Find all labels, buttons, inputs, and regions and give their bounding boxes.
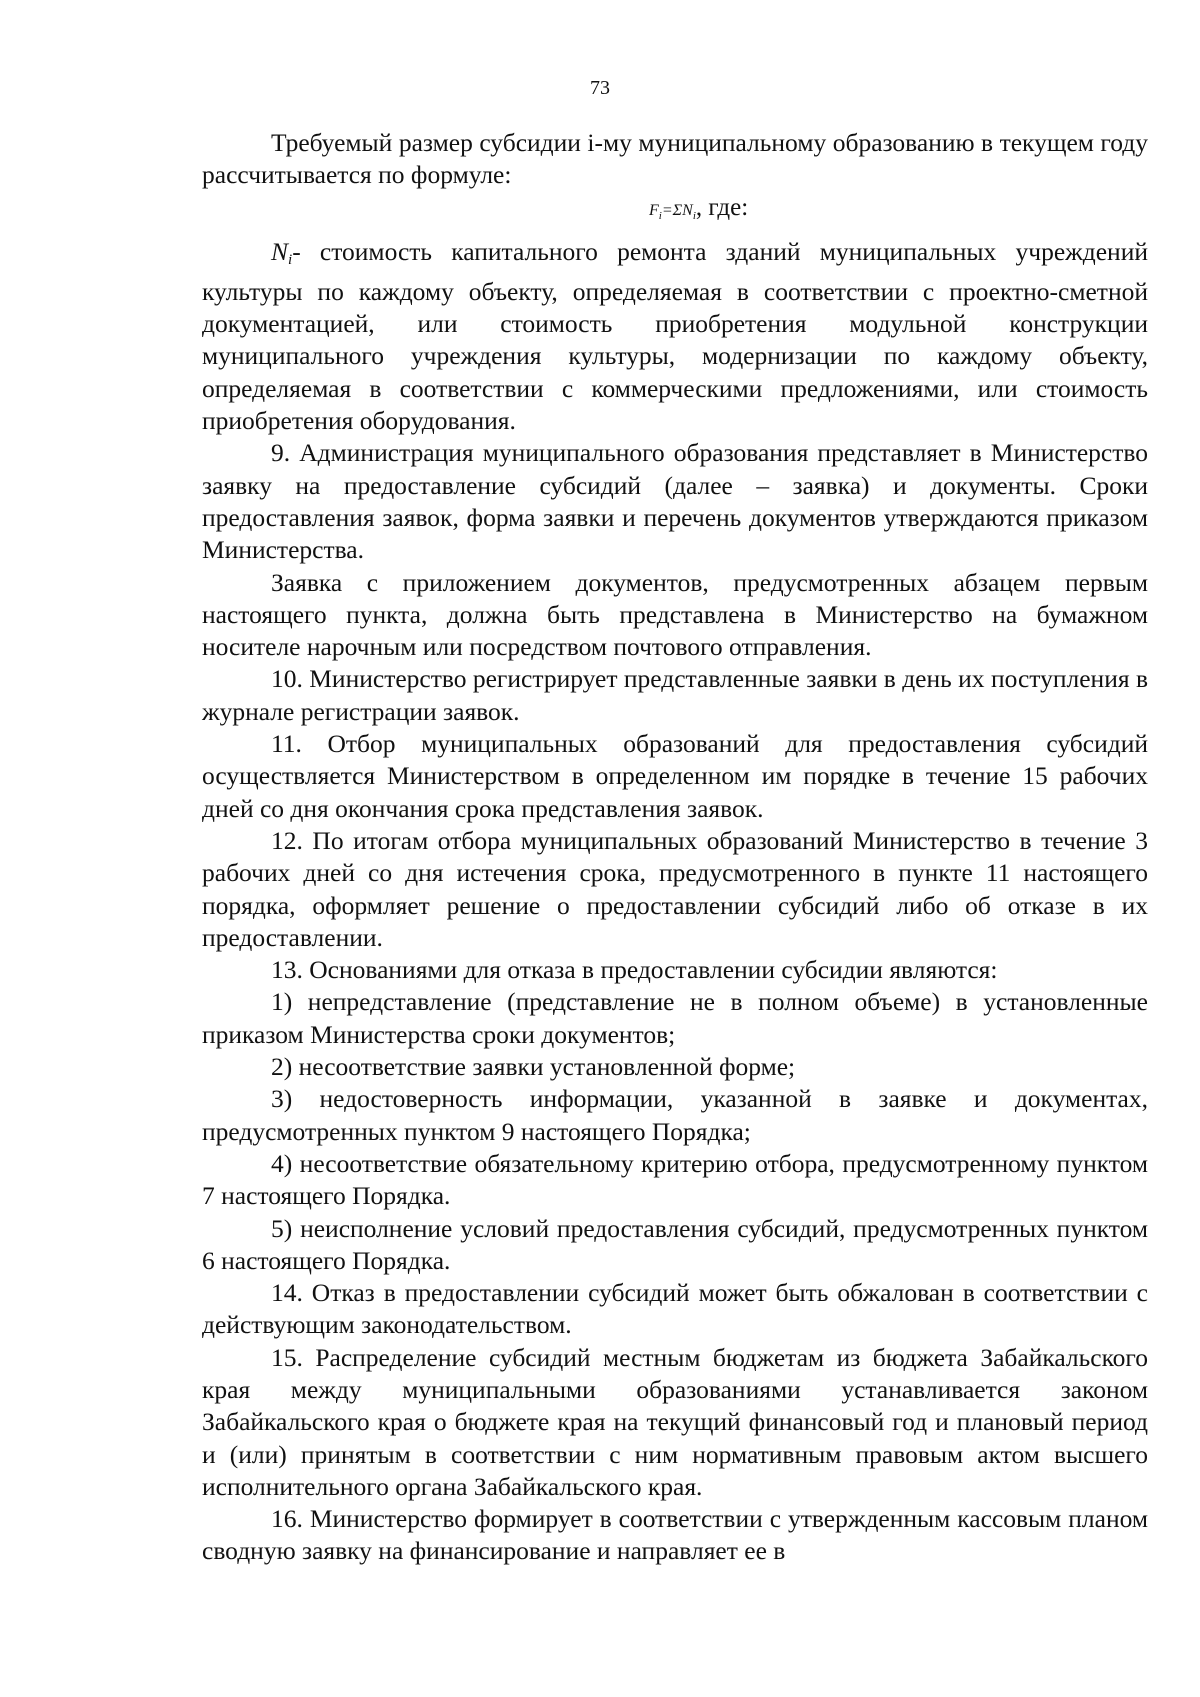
formula-sum: =ΣN: [661, 201, 693, 219]
page-number: 73: [590, 77, 610, 99]
list-item-13-1: 1) непредставление (представление не в полном объеме) в установленные приказом Министерства сроки документов;: [202, 987, 1148, 1049]
ni-symbol: $N_i$: [271, 236, 293, 268]
paragraph-13: 13. Основаниями для отказа в предоставлении субсидии являются:: [271, 955, 998, 985]
ni-dash: -: [292, 236, 301, 266]
formula-rhs-subscript: i: [692, 209, 696, 222]
list-item-13-3: 3) недостоверность информации, указанной в заявке и документах, предусмотренных пунктом 9 настоящего Порядка;: [202, 1084, 1148, 1146]
paragraph-12: 12. По итогам отбора муниципальных образований Министерство в течение 3 рабочих дней со дня истечения срока, предусмотренного в пункте 11 настоящего порядка, оформляет решение о предоставлении субсидий либо об отказе в их предоставлении.: [202, 825, 1148, 952]
formula-lhs: F: [649, 201, 659, 219]
subsidy-formula: [202, 192, 1148, 228]
paragraph-intro: Требуемый размер субсидии i-му муниципальному образованию в текущем году рассчитывается по формуле:: [202, 128, 1148, 190]
paragraph-9-application: Заявка с приложением документов, предусмотренных абзацем первым настоящего пункта, должна быть представлена в Министерство на бумажном носителе нарочным или посредством почтового отправления.: [202, 567, 1148, 662]
paragraph-14: 14. Отказ в предоставлении субсидий может быть обжалован в соответствии с действующим законодательством.: [202, 1278, 1148, 1340]
list-item-13-5: 5) неисполнение условий предоставления субсидий, предусмотренных пунктом 6 настоящего Порядка.: [202, 1213, 1148, 1275]
formula-lhs-subscript: i: [658, 209, 662, 222]
paragraph-9: 9. Администрация муниципального образования представляет в Министерство заявку на предоставление субсидий (далее – заявка) и документы. Сроки предоставления заявок, форма заявки и перечень документов утверждаются приказом Министерства.: [202, 438, 1148, 565]
ni-definition-text: стоимость капитального ремонта зданий муниципальных учреждений культуры по каждому объекту, определяемая в соответствии с проектно-сметной документацией, или стоимость приобретения модульной конструкции муниципального учреждения культуры, модернизации по каждому объекту, определяемая в соответствии с коммерческими предложениями, или стоимость приобретения оборудования.: [202, 236, 1148, 436]
paragraph-16: 16. Министерство формирует в соответствии с утвержденным кассовым планом сводную заявку на финансирование и направляет ее в: [202, 1504, 1148, 1566]
paragraph-ni-definition: [202, 236, 1148, 438]
paragraph-15: 15. Распределение субсидий местным бюджетам из бюджета Забайкальского края между муниципальными образованиями устанавливается законом Забайкальского края о бюджете края на текущий финансовый год и плановый период и (или) принятым в соответствии с ним нормативным правовым актом высшего исполнительного органа Забайкальского края.: [202, 1342, 1148, 1501]
list-item-13-2: 2) несоответствие заявки установленной форме;: [271, 1052, 796, 1082]
paragraph-11: 11. Отбор муниципальных образований для предоставления субсидий осуществляется Министерством в определенном им порядке в течение 15 рабочих дней со дня окончания срока представления заявок.: [202, 729, 1148, 823]
formula-where: , где:: [695, 193, 749, 221]
document-body: [202, 127, 1148, 1568]
list-item-13-4: 4) несоответствие обязательному критерию отбора, предусмотренному пунктом 7 настоящего Порядка.: [202, 1148, 1148, 1211]
paragraph-10: 10. Министерство регистрирует представленные заявки в день их поступления в журнале регистрации заявок.: [202, 664, 1148, 726]
